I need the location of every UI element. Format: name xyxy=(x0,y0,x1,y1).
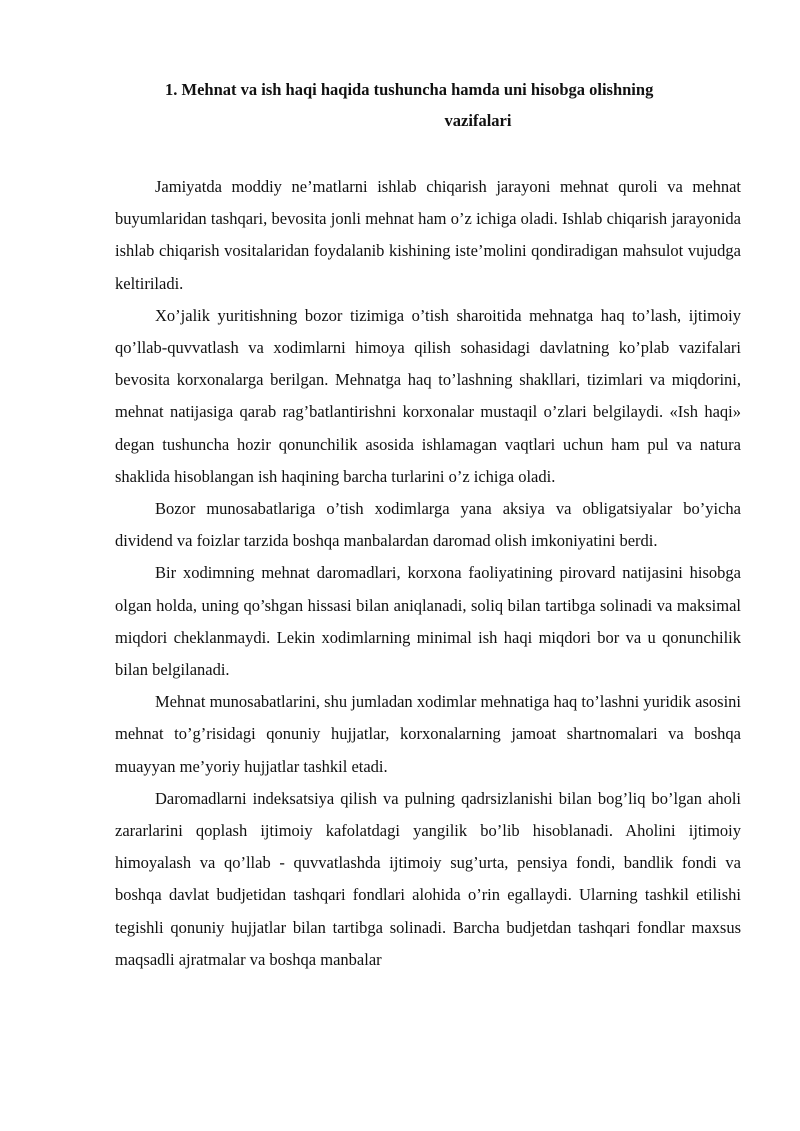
section-heading-line-2: vazifalari xyxy=(444,111,512,130)
document-body xyxy=(115,171,741,976)
paragraph-3: Bozor munosabatlariga o’tish xodimlarga yana aksiya va obligatsiyalar bo’yicha dividend va foizlar tarzida boshqa manbalardan daromad olish imkoniyatini berdi. xyxy=(115,499,741,551)
paragraph-6: Daromadlarni indeksatsiya qilish va pulning qadrsizlanishi bilan bog’liq bo’lgan aholi zararlarini qoplash ijtimoiy kafolatdagi yangilik bo’lib hisoblanadi. Aholini ijtimoiy himoyalash va qo’llab - quvvatlashda ijtimoiy sug’urta, pensiya fondi, bandlik fondi va boshqa davlat budjetidan tashqari fondlari alohida o’rin egallaydi. Ularning tashkil etilishi tegishli qonuniy hujjatlar bilan tartibga solinadi. Barcha budjetdan tashqari fondlar maxsus maqsadli ajratmalar va boshqa manbalar xyxy=(115,788,741,969)
paragraph-5: Mehnat munosabatlarini, shu jumladan xodimlar mehnatiga haq to’lashni yuridik asosini mehnat to’g’risidagi qonuniy hujjatlar, korxonalarning jamoat shartnomalari va boshqa muayyan me’yoriy hujjatlar tashkil etadi. xyxy=(115,692,741,776)
paragraph-1: Jamiyatda moddiy ne’matlarni ishlab chiqarish jarayoni mehnat quroli va mehnat buyumlaridan tashqari, bevosita jonli mehnat ham o’z ichiga oladi. Ishlab chiqarish jarayonida ishlab chiqarish vositalaridan foydalanib kishining iste’molini qondiradigan mahsulot vujudga keltiriladi. xyxy=(115,177,741,293)
section-heading-line-1: 1. Mehnat va ish haqi haqida tushuncha hamda uni hisobga olishning xyxy=(165,80,654,99)
section-heading xyxy=(115,74,741,136)
paragraph-4: Bir xodimning mehnat daromadlari, korxona faoliyatining pirovard natijasini hisobga olgan holda, uning qo’shgan hissasi bilan aniqlanadi, soliq bilan tartibga solinadi va maksimal miqdori cheklanmaydi. Lekin xodimlarning minimal ish haqi miqdori bor va u qonunchilik bilan belgilanadi. xyxy=(115,563,741,680)
paragraph-2: Xo’jalik yuritishning bozor tizimiga o’tish sharoitida mehnatga haq to’lash, ijtimoiy qo’llab-quvvatlash va xodimlarni himoya qilish sohasidagi davlatning ko’plab vazifalari bevosita korxonalarga berilgan. Mehnatga haq to’lashning shakllari, tizimlari va miqdorini, mehnat natijasiga qarab rag’batlantirishni korxonalar mustaqil o’zlari belgilaydi. «Ish haqi» degan tushuncha hozir qonunchilik asosida ishlamagan vaqtlari uchun ham pul va natura shaklida hisoblangan ish haqining barcha turlarini o’z ichiga oladi. xyxy=(115,305,741,486)
